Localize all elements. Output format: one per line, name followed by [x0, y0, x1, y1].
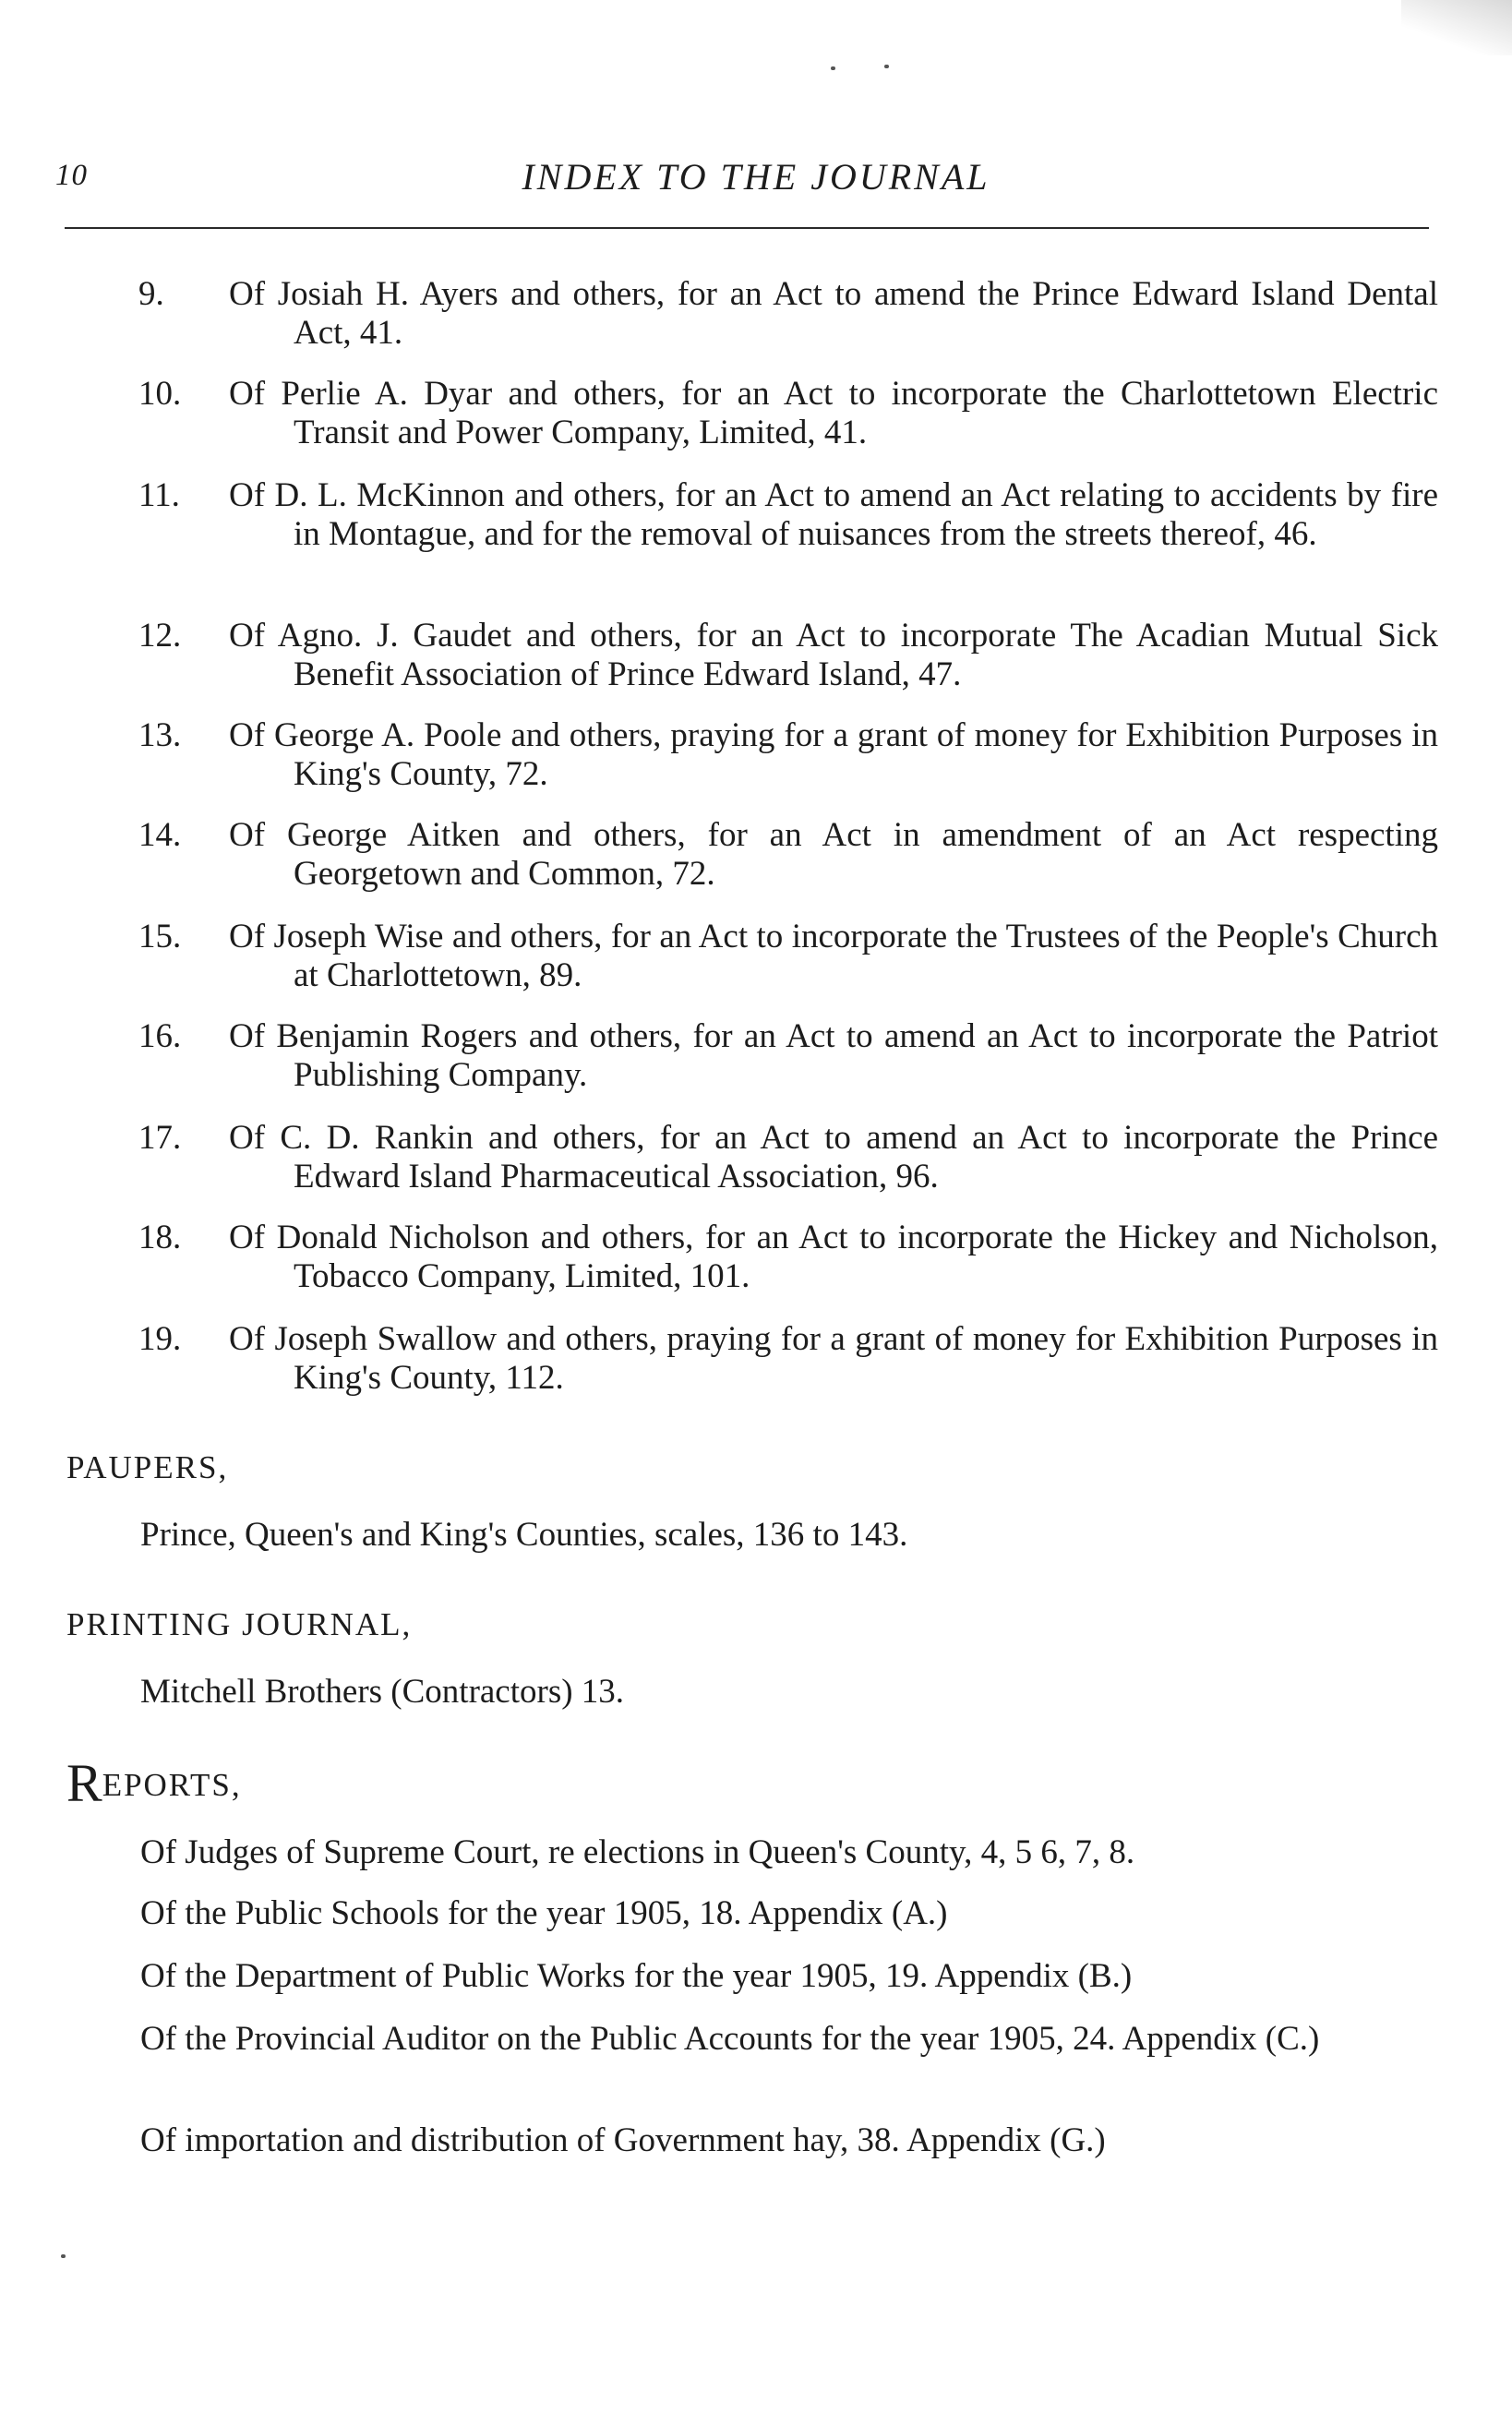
entry-text: Of Joseph Wise and others, for an Act to incorporate the Trustees of the People's Church at Charlottetown, 89. — [229, 918, 1438, 994]
entry-number: 12. — [138, 617, 182, 655]
section-heading-reports — [66, 1752, 242, 1814]
scan-speck — [831, 66, 835, 70]
report-item — [140, 2121, 1433, 2160]
entry-text: Of Donald Nicholson and others, for an Act to incorporate the Hickey and Nicholson, Tobacco Company, Limited, 101. — [229, 1219, 1438, 1295]
header-rule — [65, 227, 1429, 229]
section-heading-paupers: PAUPERS, — [66, 1449, 229, 1485]
entry-text: Of Perlie A. Dyar and others, for an Act to incorporate the Charlottetown Electric Transit and Power Company, Limited, 41. — [229, 375, 1438, 451]
entry-text: Of Joseph Swallow and others, praying for a grant of money for Exhibition Purposes in King's County, 112. — [229, 1320, 1438, 1397]
drop-initial: R — [66, 1753, 102, 1813]
entry-number: 17. — [138, 1119, 182, 1157]
entry-text: Of C. D. Rankin and others, for an Act to amend an Act to incorporate the Prince Edward Island Pharmaceutical Association, 96. — [229, 1119, 1438, 1195]
report-item — [140, 2020, 1433, 2059]
report-text: Of the Provincial Auditor on the Public Accounts for the year 1905, 24. Appendix (C.) — [140, 2020, 1320, 2058]
report-text: Of importation and distribution of Government hay, 38. Appendix (G.) — [140, 2121, 1106, 2159]
entry-text: Of Josiah H. Ayers and others, for an Act to amend the Prince Edward Island Dental Act, 41. — [229, 275, 1438, 352]
entry-number: 15. — [138, 918, 182, 955]
report-text: Of the Public Schools for the year 1905, 18. Appendix (A.) — [140, 1894, 948, 1932]
heading-rest: EPORTS, — [102, 1767, 242, 1803]
entry-number: 10. — [138, 375, 182, 413]
entry-text: Of Benjamin Rogers and others, for an Act to amend an Act to incorporate the Patriot Publishing Company. — [229, 1017, 1438, 1094]
section-line: Prince, Queen's and King's Counties, scales, 136 to 143. — [140, 1516, 908, 1554]
entry-number: 16. — [138, 1017, 182, 1055]
section-heading-printing-journal: PRINTING JOURNAL, — [66, 1606, 413, 1642]
running-head: INDEX TO THE JOURNAL — [522, 156, 990, 198]
entry-number: 19. — [138, 1320, 182, 1358]
scan-speck — [61, 2254, 66, 2258]
section-line: Mitchell Brothers (Contractors) 13. — [140, 1673, 625, 1711]
report-text: Of the Department of Public Works for the year 1905, 19. Appendix (B.) — [140, 1957, 1133, 1995]
entry-number: 13. — [138, 716, 182, 754]
entry-text: Of D. L. McKinnon and others, for an Act to amend an Act relating to accidents by fire in Montague, and for the removal of nuisances from the streets thereof, 46. — [229, 476, 1438, 553]
scan-speck — [884, 65, 889, 68]
entry-text: Of George Aitken and others, for an Act in amendment of an Act respecting Georgetown and Common, 72. — [229, 816, 1438, 893]
entry-number: 11. — [138, 476, 180, 514]
entry-number: 9. — [138, 275, 164, 313]
entry-number: 18. — [138, 1219, 182, 1256]
report-item — [140, 1894, 1433, 1933]
entry-text: Of Agno. J. Gaudet and others, for an Act to incorporate The Acadian Mutual Sick Benefit Association of Prince Edward Island, 47. — [229, 617, 1438, 693]
entry-text: Of George A. Poole and others, praying for a grant of money for Exhibition Purposes in King's County, 72. — [229, 716, 1438, 793]
report-item — [140, 1833, 1433, 1872]
page-number: 10 — [55, 159, 88, 192]
report-text: Of Judges of Supreme Court, re elections in Queen's County, 4, 5 6, 7, 8. — [140, 1833, 1135, 1871]
report-item — [140, 1957, 1433, 1996]
scan-smudge — [1401, 0, 1512, 55]
entry-number: 14. — [138, 816, 182, 854]
